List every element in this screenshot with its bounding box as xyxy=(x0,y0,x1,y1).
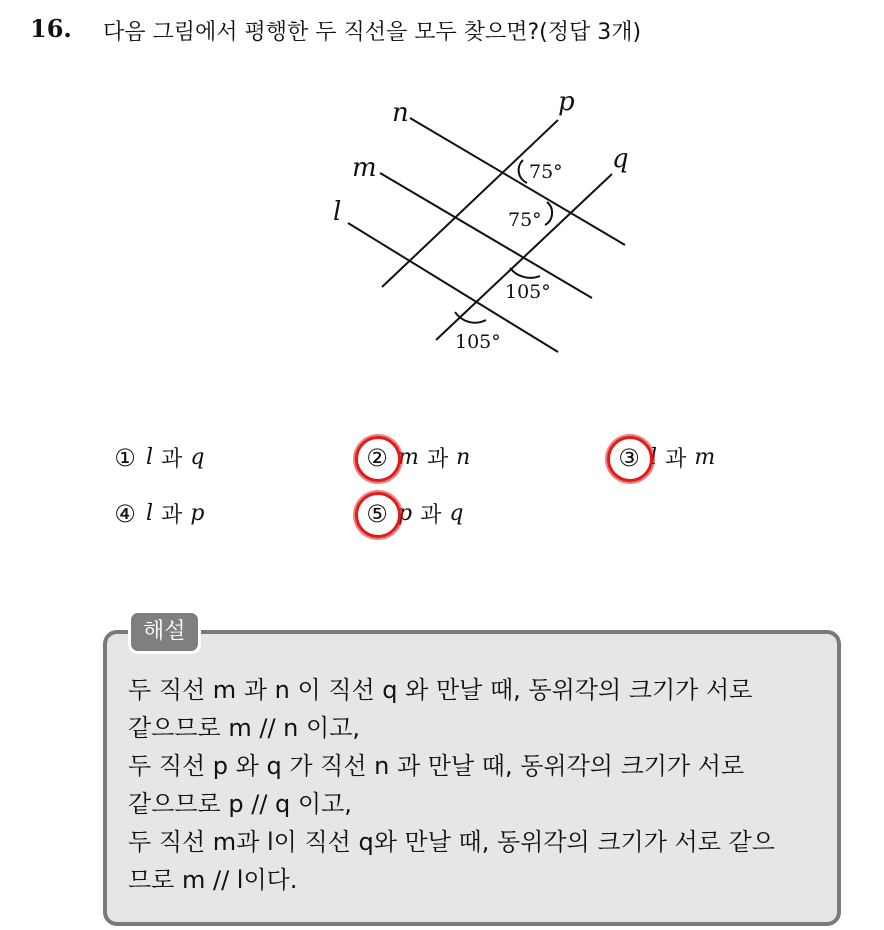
line-q xyxy=(436,174,612,340)
angle-arc-2 xyxy=(545,202,552,225)
label-n: n xyxy=(392,98,409,128)
solution-line-4: 같으므로 p // q 이고, xyxy=(128,790,352,818)
line-m xyxy=(380,173,592,298)
choice-3-conj: 과 xyxy=(665,447,687,472)
choice-1-conj: 과 xyxy=(161,447,183,472)
label-m: m xyxy=(352,153,377,183)
choice-1-b: q xyxy=(190,445,205,470)
choice-1-a: l xyxy=(146,445,154,470)
solution-tag: 해설 xyxy=(128,610,201,654)
choice-1[interactable] xyxy=(112,442,204,473)
label-l: l xyxy=(333,197,342,227)
choice-1-mark: ① xyxy=(114,443,136,472)
label-q: q xyxy=(612,144,629,174)
solution-line-1: 두 직선 m 과 n 이 직선 q 와 만날 때, 동위각의 크기가 서로 xyxy=(128,676,753,704)
angle-label-1: 75° xyxy=(529,161,563,183)
choice-4[interactable] xyxy=(112,498,204,529)
choice-2-a: m xyxy=(398,445,419,470)
choice-3[interactable] xyxy=(616,442,715,473)
question-number: 16. xyxy=(30,14,72,43)
choice-2-conj: 과 xyxy=(426,447,449,472)
solution-line-6: 므로 m // l이다. xyxy=(128,866,298,894)
angle-arc-4 xyxy=(455,312,486,323)
angle-arc-1 xyxy=(519,160,527,183)
choice-5[interactable] xyxy=(364,498,463,529)
choice-5-mark: ⑤ xyxy=(364,501,390,527)
choice-4-conj: 과 xyxy=(161,503,183,528)
choice-3-b: m xyxy=(694,445,716,470)
angle-label-3: 105° xyxy=(505,281,551,303)
choice-2[interactable] xyxy=(364,442,470,473)
choice-4-b: p xyxy=(190,501,205,526)
choice-5-a: p xyxy=(398,501,413,526)
choice-4-a: l xyxy=(146,501,154,526)
solution-line-3: 두 직선 p 와 q 가 직선 n 과 만날 때, 동위각의 크기가 서로 xyxy=(128,752,745,780)
choice-3-mark: ③ xyxy=(616,445,642,471)
solution-line-2: 같으므로 m // n 이고, xyxy=(128,714,361,742)
angle-arc-3 xyxy=(510,268,540,278)
solution-line-5: 두 직선 m과 l이 직선 q와 만날 때, 동위각의 크기가 서로 같으 xyxy=(128,828,775,856)
choice-2-mark: ② xyxy=(364,445,390,471)
question-text: 다음 그림에서 평행한 두 직선을 모두 찾으면?(정답 3개) xyxy=(103,20,642,45)
choice-2-b: n xyxy=(456,445,471,470)
angle-label-4: 105° xyxy=(455,331,501,353)
choice-3-a: l xyxy=(650,445,658,470)
choice-4-mark: ④ xyxy=(114,499,136,528)
label-p: p xyxy=(558,87,575,117)
angle-label-2: 75° xyxy=(508,209,542,231)
choice-5-b: q xyxy=(449,501,464,526)
choice-5-conj: 과 xyxy=(420,503,442,528)
